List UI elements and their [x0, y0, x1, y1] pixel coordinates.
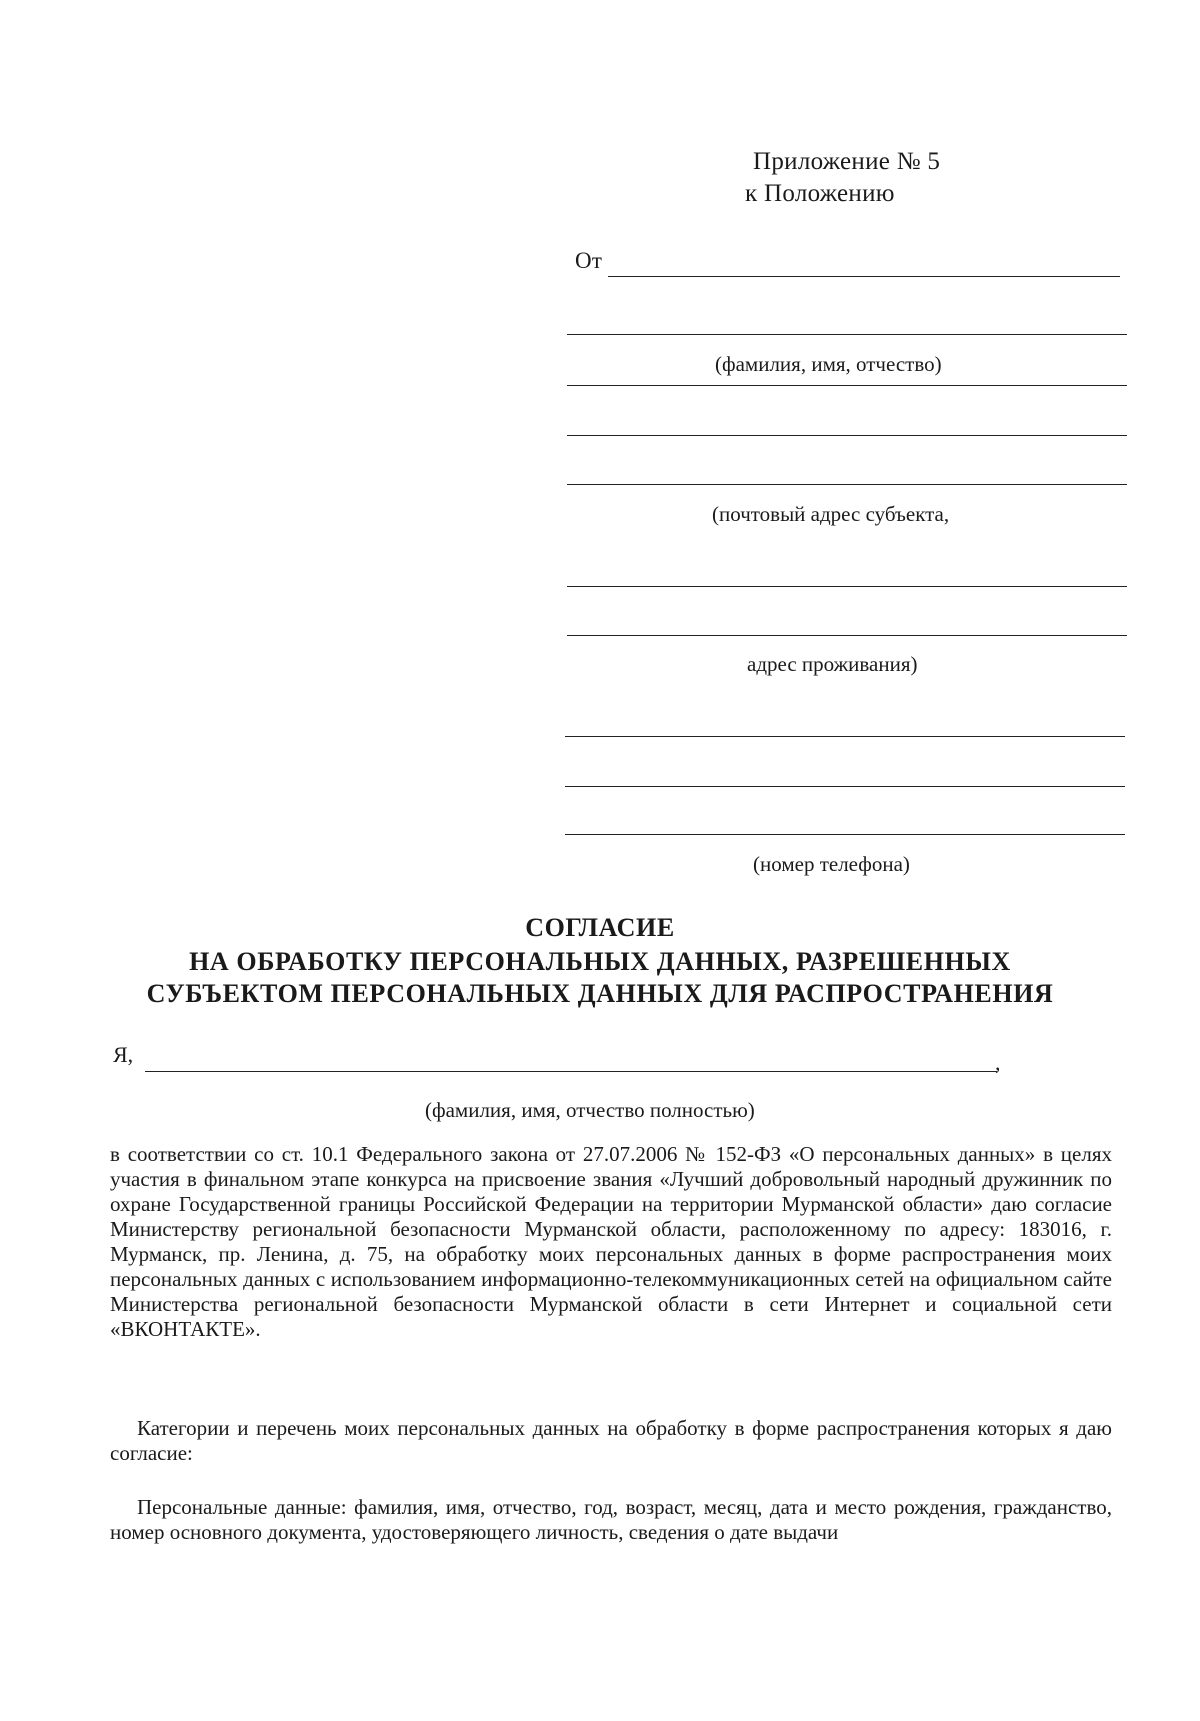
personal-data-list [110, 1495, 1112, 1545]
address-line-3 [567, 484, 1127, 485]
appendix-number: Приложение № 5 [753, 148, 941, 175]
phone-caption: (номер телефона) [753, 852, 910, 876]
address-line-4 [567, 586, 1127, 587]
consent-paragraph-1: в соответствии со ст. 10.1 Федерального закона от 27.07.2006 № 152-ФЗ «О персональных данных» в целях участия в финальном этапе конкурса на присвоение звания «Лучший добровольный народный дружинник по охране Государственной границы Российской Федерации на территории Мурманской области» даю согласие Министерству региональной безопасности Мурманской области, расположенному по адресу: 183016, г. Мурманск, пр. Ленина, д. 75, на обработку моих персональных данных в форме распространения моих персональных данных с использованием информационно-телекоммуникационных сетей на официальном сайте Министерства региональной безопасности Мурманской области в сети Интернет и социальной сети «ВКОНТАКТЕ». [110, 1142, 1112, 1341]
consent-body [110, 1142, 1112, 1342]
declarant-prefix: Я, [113, 1042, 134, 1067]
phone-line-2 [565, 786, 1125, 787]
declarant-name-line [145, 1071, 997, 1072]
appendix-reference: к Положению [745, 180, 895, 207]
declarant-suffix: , [995, 1050, 1001, 1075]
address-line-2 [567, 435, 1127, 436]
document-title: СОГЛАСИЕ [525, 913, 675, 942]
consent-paragraph-2: Категории и перечень моих персональных данных на обработку в форме распространения которых я даю согласие: [110, 1416, 1112, 1465]
from-label: От [575, 248, 603, 273]
address-line-5 [567, 635, 1127, 636]
categories-intro [110, 1416, 1112, 1466]
phone-line-1 [565, 736, 1125, 737]
from-name-line [608, 276, 1120, 277]
residence-caption: адрес проживания) [747, 652, 918, 676]
phone-line-3 [565, 834, 1125, 835]
postal-address-caption: (почтовый адрес субъекта, [712, 502, 950, 526]
consent-paragraph-3: Персональные данные: фамилия, имя, отчество, год, возраст, месяц, дата и место рождения, гражданство, номер основного документа, удостоверяющего личность, сведения о дате выдачи [110, 1495, 1112, 1544]
declarant-caption: (фамилия, имя, отчество полностью) [425, 1098, 755, 1122]
document-subtitle-line-1: НА ОБРАБОТКУ ПЕРСОНАЛЬНЫХ ДАННЫХ, РАЗРЕШЕННЫХ [189, 947, 1011, 976]
address-line-1 [567, 385, 1127, 386]
fio-line-2 [567, 334, 1127, 335]
fio-caption: (фамилия, имя, отчество) [715, 352, 942, 376]
document-subtitle-line-2: СУБЪЕКТОМ ПЕРСОНАЛЬНЫХ ДАННЫХ ДЛЯ РАСПРОСТРАНЕНИЯ [146, 979, 1054, 1008]
